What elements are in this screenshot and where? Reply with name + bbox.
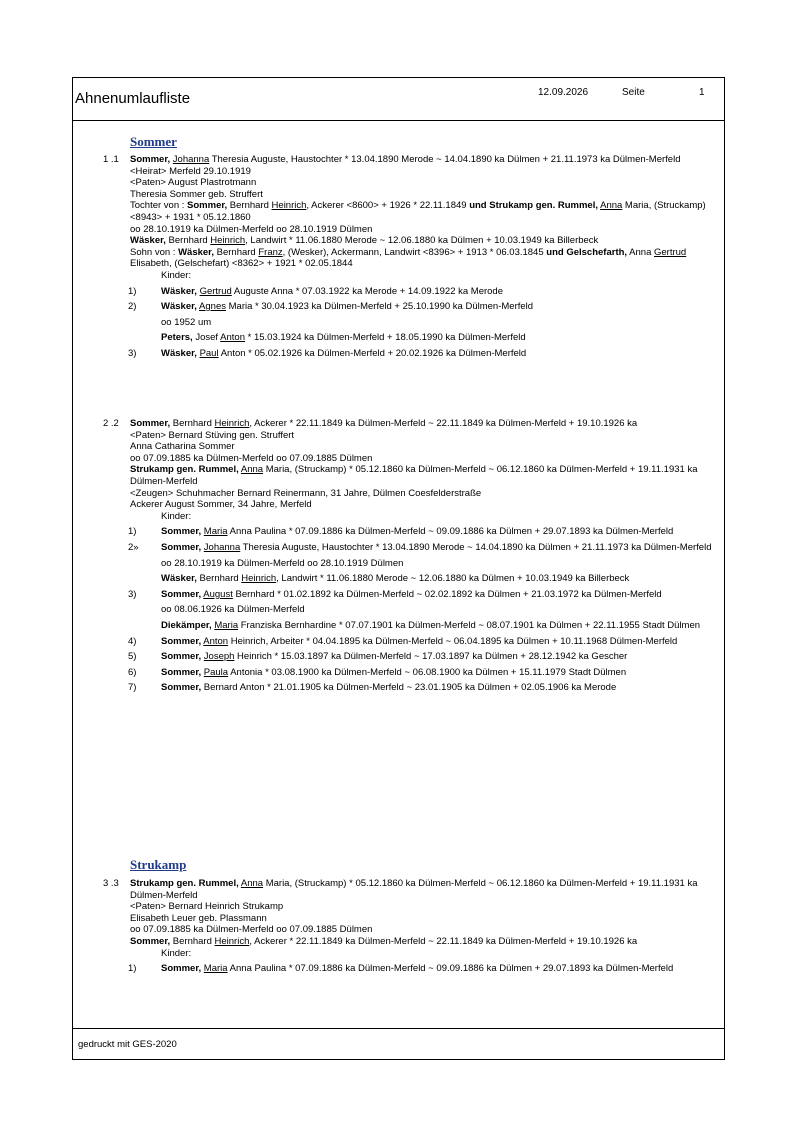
child-number: 2) (128, 301, 137, 313)
section-title-sommer[interactable]: Sommer (130, 134, 177, 149)
entry-detail-line: oo 07.09.1885 ka Dülmen-Merfeld oo 07.09.1885 Dülmen (130, 924, 373, 936)
child-entry: Sommer, Joseph Heinrich * 15.03.1897 ka Dülmen-Merfeld ~ 17.03.1897 ka Dülmen + 28.12.1942 ka Gescher 5) (128, 651, 628, 663)
entry-detail-line: Theresia Sommer geb. Struffert (130, 188, 263, 200)
entry-detail-line: Wäsker, Bernhard Heinrich, Landwirt * 11.06.1880 Merode ~ 12.06.1880 ka Dülmen + 10.03.1949 ka Billerbeck (130, 235, 599, 247)
entry-detail-line: <Zeugen> Schuhmacher Bernard Reinermann, 31 Jahre, Dülmen Coesfelderstraße (130, 487, 482, 499)
entry-headline: Strukamp gen. Rummel, Anna Maria, (Struckamp) * 05.12.1860 ka Dülmen-Merfeld ~ 06.12.1860 ka Dülmen-Merfeld + 19.11.1931 ka Dülmen-Merfeld 3 .3 (103, 878, 698, 901)
ahnen-number: 1 .1 (103, 154, 119, 165)
report-content (73, 120, 724, 1031)
report-frame (72, 77, 725, 1060)
ahnen-number: 2 .2 (103, 418, 119, 429)
entry-detail-line: <Paten> Bernard Heinrich Strukamp (130, 901, 284, 913)
entry-2 (73, 418, 724, 694)
entry-detail-line: Strukamp gen. Rummel, Anna Maria, (Struckamp) * 05.12.1860 ka Dülmen-Merfeld ~ 06.12.1860 ka Dülmen-Merfeld + 19.11.1931 ka Dülmen-Merfeld (130, 464, 698, 487)
entry-1 (73, 154, 724, 360)
child-spouse-line: Wäsker, Bernhard Heinrich, Landwirt * 11.06.1880 Merode ~ 12.06.1880 ka Dülmen + 10.03.1949 ka Billerbeck (161, 573, 630, 585)
child-number: 2» (128, 541, 139, 553)
child-entry: Wäsker, Paul Anton * 05.02.1926 ka Dülmen-Merfeld + 20.02.1926 ka Dülmen-Merfeld 3) (128, 347, 527, 359)
entry-headline: Sommer, Bernhard Heinrich, Ackerer * 22.11.1849 ka Dülmen-Merfeld ~ 22.11.1849 ka Dülmen-Merfeld + 19.10.1926 ka 2 .2 (103, 418, 638, 429)
child-number: 1) (128, 526, 137, 538)
entry-detail-line: oo 07.09.1885 ka Dülmen-Merfeld oo 07.09.1885 Dülmen (130, 452, 373, 464)
child-entry: Sommer, Maria Anna Paulina * 07.09.1886 ka Dülmen-Merfeld ~ 09.09.1886 ka Dülmen + 29.07.1893 ka Dülmen-Merfeld 1) (128, 526, 674, 538)
child-entry: Wäsker, Agnes Maria * 30.04.1923 ka Dülmen-Merfeld + 25.10.1990 ka Dülmen-Merfeld 2) (128, 301, 534, 313)
child-number: 3) (128, 588, 137, 600)
report-header (73, 78, 724, 121)
child-entry: Wäsker, Gertrud Auguste Anna * 07.03.1922 ka Merode + 14.09.1922 ka Merode 1) (128, 285, 503, 297)
child-entry: Sommer, August Bernhard * 01.02.1892 ka Dülmen-Merfeld ~ 02.02.1892 ka Dülmen + 21.03.1972 ka Dülmen-Merfeld 3) (128, 588, 662, 600)
page-label: Seite (622, 87, 645, 98)
child-number: 6) (128, 666, 137, 678)
child-spouse-line: Peters, Josef Anton * 15.03.1924 ka Dülmen-Merfeld + 18.05.1990 ka Dülmen-Merfeld (161, 332, 526, 344)
entry-headline: Sommer, Johanna Theresia Auguste, Haustochter * 13.04.1890 Merode ~ 14.04.1890 ka Dülmen + 21.11.1973 ka Dülmen-Merfeld 1 .1 (103, 154, 681, 165)
children-label: Kinder: (161, 269, 192, 281)
entry-detail-line: <Heirat> Merfeld 29.10.1919 (130, 165, 251, 177)
entry-detail-line: Elisabeth Leuer geb. Plassmann (130, 912, 267, 924)
report-footer (73, 1028, 724, 1059)
child-entry: Sommer, Bernard Anton * 21.01.1905 ka Dülmen-Merfeld ~ 23.01.1905 ka Dülmen + 02.05.1906 ka Merode 7) (128, 682, 617, 694)
children-label: Kinder: (161, 947, 192, 959)
report-title: Ahnenumlaufliste (75, 90, 191, 107)
child-entry: Sommer, Anton Heinrich, Arbeiter * 04.04.1895 ka Dülmen-Merfeld ~ 06.04.1895 ka Dülmen + 10.11.1968 Dülmen-Merfeld 4) (128, 635, 678, 647)
section-title-strukamp[interactable]: Strukamp (130, 857, 187, 872)
child-spouse-line: Diekämper, Maria Franziska Bernhardine * 07.07.1901 ka Dülmen-Merfeld ~ 08.07.1901 ka Dülmen + 22.11.1955 Stadt Dülmen (161, 619, 701, 631)
child-number: 7) (128, 682, 137, 694)
child-number: 3) (128, 347, 137, 359)
child-entry: Sommer, Johanna Theresia Auguste, Haustochter * 13.04.1890 Merode ~ 14.04.1890 ka Dülmen + 21.11.1973 ka Dülmen-Merfeld 2» (128, 541, 712, 553)
child-number: 1) (128, 285, 137, 297)
child-number: 4) (128, 635, 137, 647)
child-number: 5) (128, 651, 137, 663)
child-spouse-line: oo 28.10.1919 ka Dülmen-Merfeld oo 28.10.1919 Dülmen (161, 557, 404, 569)
entry-detail-line: <Paten> Bernard Stüving gen. Struffert (130, 429, 295, 441)
child-spouse-line: oo 1952 um (161, 316, 212, 328)
entry-detail-line: Tochter von : Sommer, Bernhard Heinrich, Ackerer <8600> + 1926 * 22.11.1849 und Strukamp gen. Rummel, Anna Maria, (Struckamp) <8943> + 1931 * 05.12.1860 (130, 200, 706, 223)
entry-detail-line: Ackerer August Sommer, 34 Jahre, Merfeld (130, 499, 312, 511)
footer-text: gedruckt mit GES-2020 (78, 1039, 177, 1050)
page-number: 1 (699, 87, 705, 98)
child-entry: Sommer, Maria Anna Paulina * 07.09.1886 ka Dülmen-Merfeld ~ 09.09.1886 ka Dülmen + 29.07.1893 ka Dülmen-Merfeld 1) (128, 963, 674, 975)
entry-detail-line: Sohn von : Wäsker, Bernhard Franz, (Wesker), Ackermann, Landwirt <8396> + 1913 * 06.03.1845 und Gelschefarth, Anna Gertrud Elisabeth, (Gelschefart) <8362> + 1921 * 02.05.1844 (130, 246, 687, 270)
entry-detail-line: Anna Catharina Sommer (130, 441, 235, 453)
children-label: Kinder: (161, 510, 192, 522)
child-spouse-line: oo 08.06.1926 ka Dülmen-Merfeld (161, 604, 305, 616)
ahnen-number: 3 .3 (103, 878, 119, 889)
child-entry: Sommer, Paula Antonia * 03.08.1900 ka Dülmen-Merfeld ~ 06.08.1900 ka Dülmen + 15.11.1979 Stadt Dülmen 6) (128, 666, 627, 678)
entry-3 (73, 878, 724, 975)
entry-detail-line: oo 28.10.1919 ka Dülmen-Merfeld oo 28.10.1919 Dülmen (130, 223, 373, 235)
print-date: 12.09.2026 (538, 87, 589, 98)
entry-detail-line: Sommer, Bernhard Heinrich, Ackerer * 22.11.1849 ka Dülmen-Merfeld ~ 22.11.1849 ka Dülmen-Merfeld + 19.10.1926 ka (130, 935, 638, 947)
entry-detail-line: <Paten> August Plastrotmann (130, 177, 257, 189)
child-number: 1) (128, 963, 137, 975)
